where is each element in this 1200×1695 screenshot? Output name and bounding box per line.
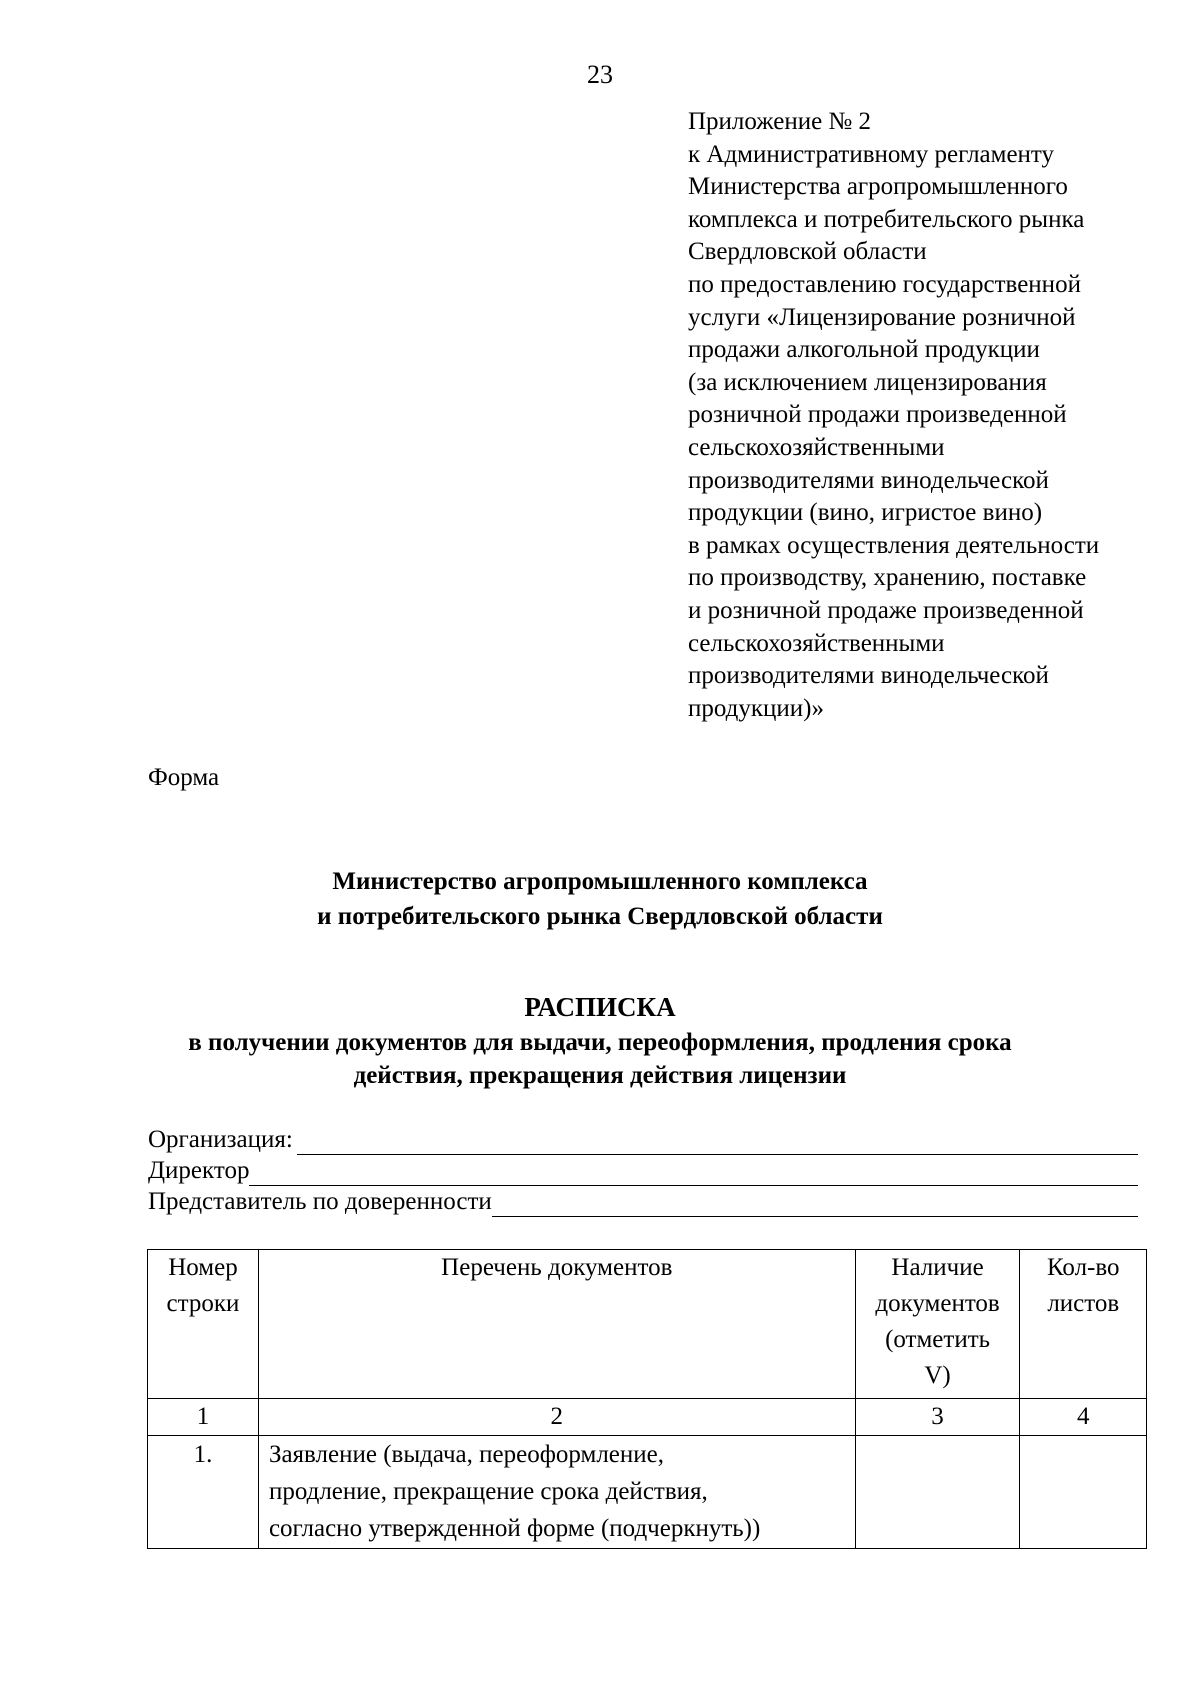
presence-cell[interactable] [855,1436,1020,1549]
column-number-row [148,1399,1147,1436]
header-text: Перечень документов [441,1254,673,1281]
representative-label: Представитель по доверенности [148,1188,492,1215]
ministry-line: и потребительского рынка Свердловской области [317,903,883,930]
director-field[interactable] [148,1155,1138,1186]
column-number: 3 [855,1399,1020,1436]
appendix-line: Министерства агропромышленного [688,173,1068,201]
appendix-line: (за исключением лицензирования [688,368,1047,396]
representative-field[interactable] [148,1186,1138,1217]
table-row [148,1436,1147,1549]
header-sheet-count [1020,1250,1147,1399]
organization-field[interactable] [148,1124,1138,1155]
header-text: Кол-во [1046,1254,1120,1281]
director-blank-line[interactable] [249,1161,1138,1186]
receipt-subtitle-line: в получении документов для выдачи, переоформления, продления срока [188,1029,1012,1056]
header-document-list [258,1250,855,1399]
appendix-line: производителями винодельческой [688,466,1049,494]
appendix-line: сельскохозяйственными [688,629,945,657]
header-text: Номер [168,1254,238,1281]
header-row-number [148,1250,259,1399]
header-text: Наличие [891,1254,984,1281]
organization-label: Организация: [148,1126,293,1153]
document-description-line: Заявление (выдача, переоформление, [268,1441,665,1468]
row-number: 1. [148,1436,259,1549]
header-text: (отметить [885,1326,991,1353]
appendix-line: розничной продажи произведенной [688,401,1067,429]
document-description [258,1436,855,1549]
organization-blank-line[interactable] [297,1130,1138,1155]
document-description-line: согласно утвержденной форме (подчеркнуть)) [268,1515,761,1542]
receipt-title: РАСПИСКА [524,992,676,1022]
header-text: листов [1047,1290,1120,1317]
appendix-line: по производству, хранению, поставке [688,564,1087,592]
ministry-heading [0,864,1200,934]
header-text: строки [166,1290,240,1317]
appendix-line: Свердловской области [688,238,927,266]
appendix-block [688,106,1158,725]
appendix-line: продукции (вино, игристое вино) [688,499,1043,527]
receipt-fields [148,1124,1138,1217]
sheet-count-cell[interactable] [1020,1436,1147,1549]
column-number: 4 [1020,1399,1147,1436]
appendix-line: в рамках осуществления деятельности [688,531,1100,559]
appendix-line: Приложение № 2 [688,108,872,135]
appendix-line: сельскохозяйственными [688,433,945,461]
header-text: документов [875,1290,1000,1317]
column-number: 1 [148,1399,259,1436]
page-number: 23 [587,60,613,89]
column-number: 2 [258,1399,855,1436]
table-header-row [148,1250,1147,1399]
appendix-line: по предоставлению государственной [688,270,1081,298]
director-label: Директор [148,1157,250,1184]
header-text: V) [924,1362,951,1389]
appendix-line: к Административному регламенту [688,140,1055,168]
header-presence [855,1250,1020,1399]
appendix-line: продукции)» [688,694,824,722]
appendix-line: продажи алкогольной продукции [688,336,1040,364]
receipt-subtitle-line: действия, прекращения действия лицензии [353,1062,847,1089]
appendix-line: услуги «Лицензирование розничной [688,303,1076,331]
form-label: Форма [148,764,220,791]
representative-blank-line[interactable] [492,1192,1138,1217]
receipt-subtitle [0,1026,1200,1092]
appendix-line: комплекса и потребительского рынка [688,205,1085,233]
documents-table [147,1249,1147,1549]
document-description-line: продление, прекращение срока действия, [268,1478,708,1505]
appendix-line: и розничной продаже произведенной [688,596,1084,624]
ministry-line: Министерство агропромышленного комплекса [332,868,868,895]
appendix-line: производителями винодельческой [688,662,1049,690]
